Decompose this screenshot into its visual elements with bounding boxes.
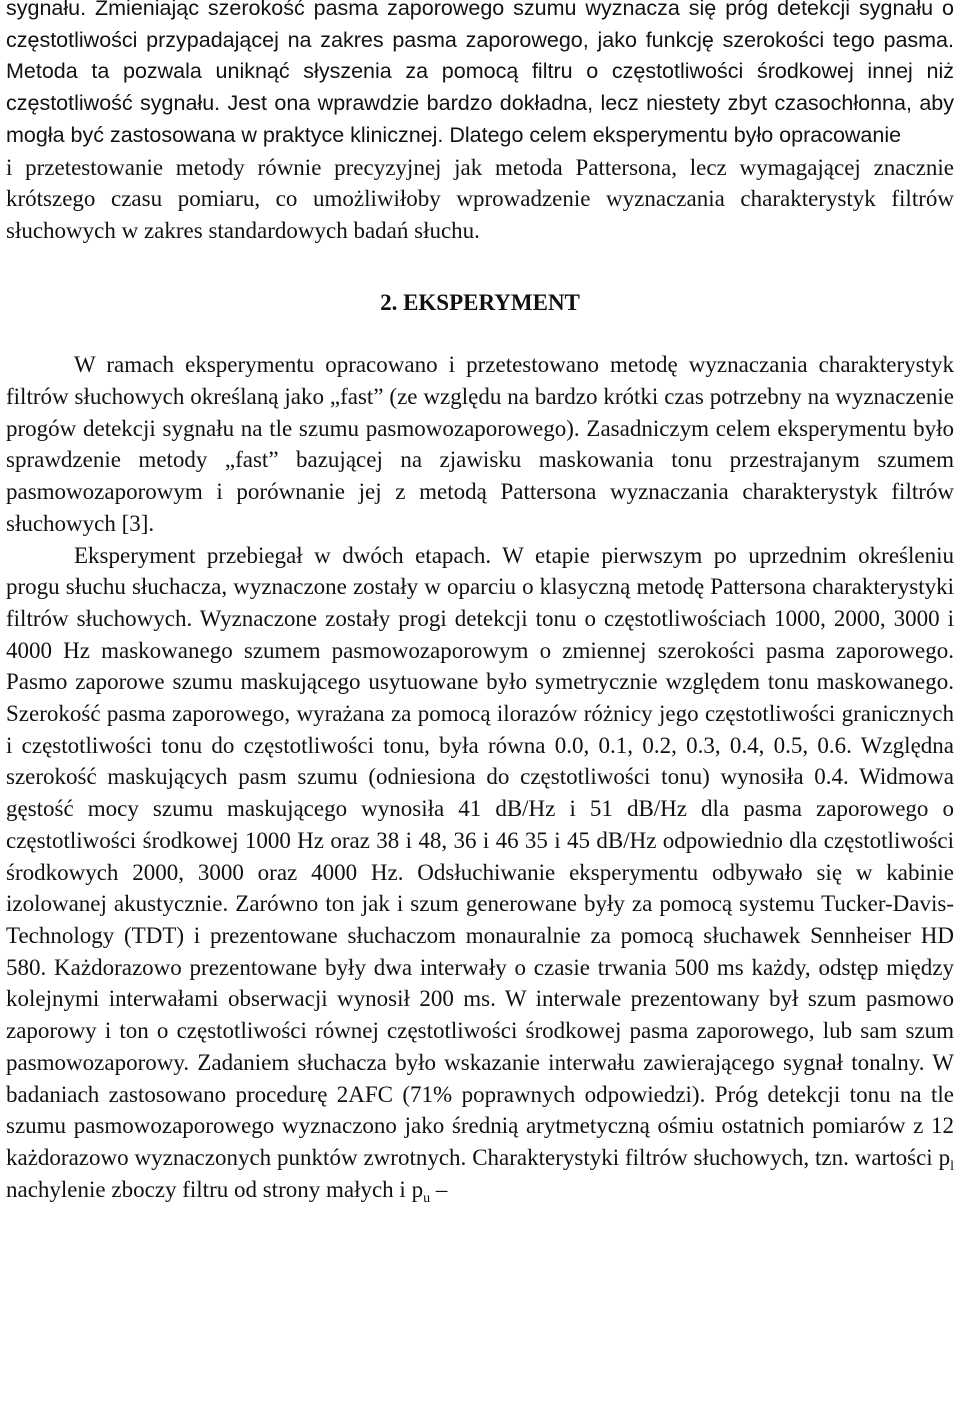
section-paragraph-2 <box>6 540 954 1206</box>
spacer <box>6 318 954 349</box>
intro-paragraph <box>6 0 954 152</box>
paragraph-text: Eksperyment przebiegał w dwóch etapach. W etapie pierwszym po uprzednim określeniu progu słuchu słuchacza, wyznaczone zostały w oparciu o klasyczną metodę Pattersona charakterystyki filtrów słuchowych. Wyznaczone zostały progi detekcji tonu o częstotliwościach 1000, 2000, 3000 i 4000 Hz maskowanego szumem pasmowozaporowym o zmiennej szerokości pasma zaporowego. Pasmo zaporowe szumu maskującego usytuowane było symetrycznie względem tonu maskowanego. Szerokość pasma zaporowego, wyrażana za pomocą ilorazów różnicy jego częstotliwości granicznych i częstotliwości tonu do częstotliwości tonu, była równa 0.0, 0.1, 0.2, 0.3, 0.4, 0.5, 0.6. Względna szerokość maskujących pasm szumu (odniesiona do częstotliwości tonu) wynosiła 0.4. Widmowa gęstość mocy szumu maskującego wynosiła 41 dB/Hz i 51 dB/Hz dla pasma zaporowego o częstotliwości środkowej 1000 Hz oraz 38 i 48, 36 i 46 35 i 45 dB/Hz odpowiednio dla częstotliwości środkowych 2000, 3000 oraz 4000 Hz. Odsłuchiwanie eksperymentu odbywało się w kabinie izolowanej akustycznie. Zarówno ton jak i szum generowane były za pomocą systemu Tucker-Davis-Technology (TDT) i prezentowane słuchaczom monauralnie za pomocą słuchawek Sennheiser HD 580. Każdorazowo prezentowane były dwa interwały o czasie trwania 500 ms każdy, odstęp między kolejnymi interwałami obserwacji wynosił 200 ms. W interwale prezentowany był szum pasmowo zaporowy i ton o częstotliwości równej częstotliwości środkowej pasma zaporowego, lub sam szum pasmowozaporowy. Zadaniem słuchacza było wskazanie interwału zawierającego sygnał tonalny. W badaniach zastosowano procedurę 2AFC (71% poprawnych odpowiedzi). Próg detekcji tonu na tle szumu pasmowozaporowego wyznaczono jako średnią arytmetyczną ośmiu ostatnich pomiarów z 12 każdorazowo wyznaczonych punktów zwrotnych. Charakterystyki filtrów słuchowych, tzn. wartości p <box>6 542 954 1170</box>
intro-text: sygnału. Zmieniając szerokość pasma zaporowego szumu wyznacza się próg detekcji sygnału o częstotliwości przypadającej na zakres pasma zaporowego, jako funkcję szerokości tego pasma. Metoda ta pozwala uniknąć słyszenia za pomocą filtru o częstotliwości środkowej innej niż częstotliwość sygnału. Jest ona wprawdzie bardzo dokładna, lecz niestety zbyt czasochłonna, aby mogła być zastosowana w praktyce klinicznej. Dlatego celem eksperymentu było opracowanie <box>6 0 954 147</box>
paragraph-text-mid: nachylenie zboczy filtru od strony małych i p <box>6 1176 424 1202</box>
intro-text-continued: i przetestowanie metody równie precyzyjnej jak metoda Pattersona, lecz wymagającej znacznie krótszego czasu pomiaru, co umożliwiłoby wprowadzenie wyznaczania charakterystyk filtrów słuchowych w zakres standardowych badań słuchu. <box>6 154 954 243</box>
section-heading: 2. EKSPERYMENT <box>380 289 580 315</box>
intro-paragraph-continued <box>6 152 954 247</box>
subscript-l: l <box>950 1158 954 1174</box>
spacer <box>6 247 954 287</box>
paragraph-text-end: – <box>430 1176 448 1202</box>
subscript-u: u <box>423 1190 431 1206</box>
section-paragraph-1: W ramach eksperymentu opracowano i przetestowano metodę wyznaczania charakterystyk filtrów słuchowych określaną jako „fast” (ze względu na bardzo krótki czas potrzebny na wyznaczenie progów detekcji sygnału na tle szumu pasmowozaporowego). Zasadniczym celem eksperymentu było sprawdzenie metody „fast” bazującej na zjawisku maskowania tonu przestrajanym szumem pasmowozaporowym i porównanie jej z metodą Pattersona wyznaczania charakterystyk filtrów słuchowych [3]. <box>6 352 954 536</box>
